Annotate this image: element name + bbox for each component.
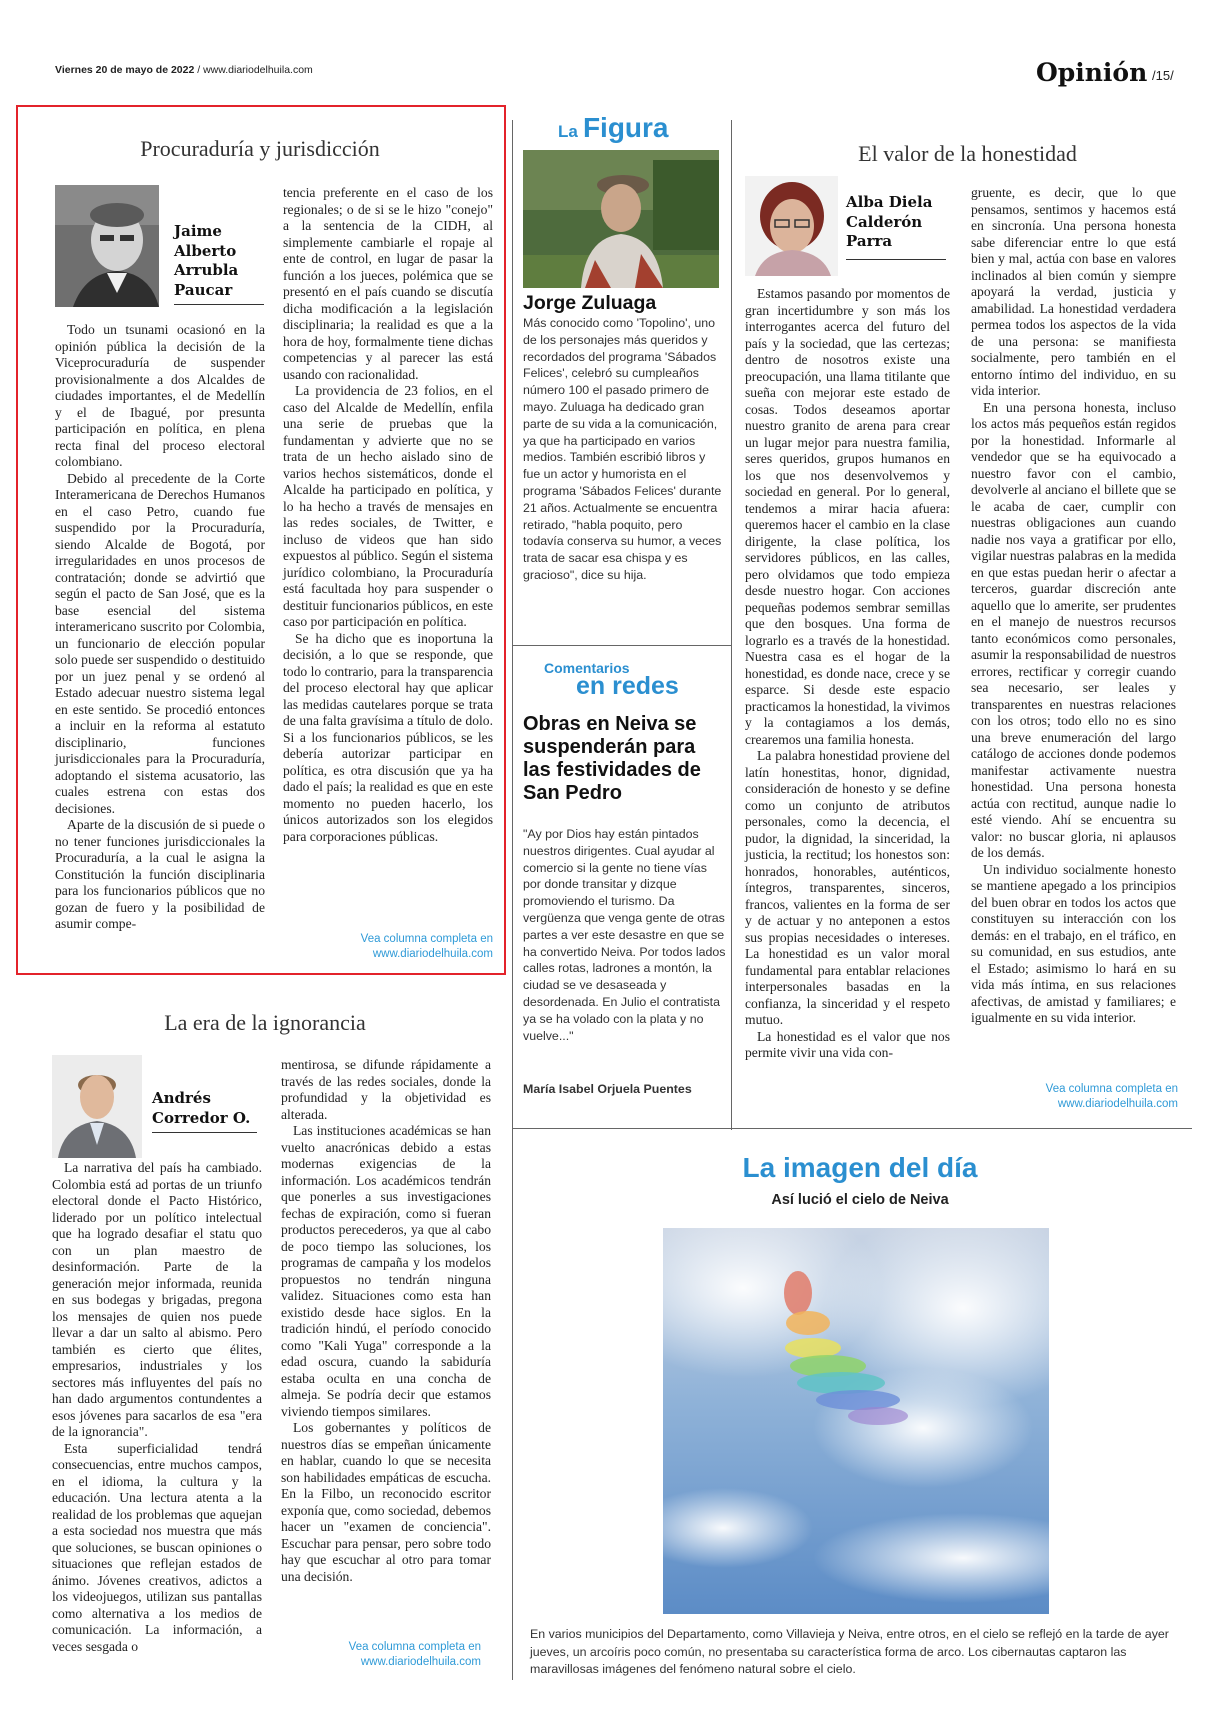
author-name-line: Jaime bbox=[174, 222, 222, 240]
article-title-honestidad: El valor de la honestidad bbox=[858, 141, 1077, 166]
column-divider bbox=[731, 120, 732, 1130]
figura-heading bbox=[558, 112, 669, 144]
column-text-left bbox=[745, 286, 950, 1062]
read-more-link[interactable] bbox=[285, 1640, 481, 1670]
paragraph: La providencia de 23 folios, en el caso del Alcalde de Medellín, enfila una serie de pruebas que la fundamentan y advierte que no se trata de un hecho aislado sino de varios hechos sistemáticos, donde el Alcalde ha participado en política, y lo ha hecho a través de mensajes en las redes sociales, de Twitter, e incluso de videos que han sido expuestos al público. Según el sistema jurídico colombiano, la Procuraduría está facultada hoy para suspender o destituir funcionarios públicos, en este caso por participación en política. bbox=[283, 383, 493, 629]
paragraph: Estamos pasando por momentos de gran incertidumbre y son más los interrogantes acerca del futuro del país y la sociedad, que las certezas; dentro de nosotros existe una preocupación, una llama titilante que sueña con mejorar este estado de cosas. Todos deseamos aportar nuestro granito de arena para crear un lugar mejor para nuestra familia, seres queridos, grupos humanos en los que nos desenvolvemos y sociedad en general. Por lo general, tendemos a mirar hacia afuera: queremos hacer el cambio en la clase dirigente, la clase política, los servidores públicos, en las calles, pero olvidamos que todo empieza desde nuestro hogar. Con acciones pequeñas podemos sembrar semillas que den bosques. Una forma de lograrlo es a través de la honestidad. Nuestra casa es el hogar de la honestidad, es donde nace, crece y se esparce. Si desde este espacio practicamos la honestidad, la vivimos y la contagiamos a los demás, crearemos una familia honesta. bbox=[745, 286, 950, 747]
read-more-url[interactable]: www.diariodelhuila.com bbox=[1057, 1098, 1178, 1110]
figura-text bbox=[523, 315, 723, 584]
author-photo-andres bbox=[52, 1055, 142, 1158]
page-number: /15/ bbox=[1152, 68, 1174, 83]
image-of-day-caption: En varios municipios del Departamento, como Villavieja y Neiva, entre otros, en el cielo se reflejó en la tarde de ayer jueves, un arcoíris poco común, no presentaba su característica forma de arco. Los cibernautas captaron las maravillosas imágenes del fenómeno natural sobre el cielo. bbox=[530, 1627, 1169, 1676]
paragraph: Se ha dicho que es inoportuna la decisión, a lo que se responde, que todo lo contrario, para la transparencia del proceso electoral hay que aplicar las medidas cautelares porque se trata de una falta gravísima a título de dolo. Si a los funcionarios públicos, se les debería autorizar participar en política, es otra discusión que ya ha dado el país; la realidad es que en este momento no pueden hacerlo, los únicos autorizados son los elegidos para corporaciones públicas. bbox=[283, 630, 493, 844]
figura-name: Jorge Zuluaga bbox=[523, 292, 657, 314]
author-name-line: Paucar bbox=[174, 280, 233, 299]
article-title-procuraduria: Procuraduría y jurisdicción bbox=[140, 136, 380, 161]
section-divider bbox=[512, 645, 731, 646]
image-of-day-subtitle: Así lució el cielo de Neiva bbox=[771, 1192, 949, 1208]
column-text-right bbox=[971, 185, 1176, 1027]
paragraph: mentirosa, se difunde rápidamente a través de las redes sociales, donde la profundidad y la objetividad es alterada. bbox=[281, 1057, 491, 1122]
paragraph: Más conocido como 'Topolino', uno de los personajes más queridos y recordados del programa 'Sábados Felices', celebró su cumpleaños número 100 el pasado primero de mayo. Zuluaga ha dedicado gran parte de su vida a la comunicación, ya que ha participado en varios medios. También escribió libros y fue un actor y humorista en el programa 'Sábados Felices' durante 21 años. Actualmente se encuentra retirado, "habla poquito, pero todavía conserva su humor, a veces trata de sacar esa chispa y es gracioso", dice su hija. bbox=[523, 316, 722, 582]
author-name-line: Corredor O. bbox=[152, 1108, 251, 1127]
paragraph: tencia preferente en el caso de los regionales; o de si se le hizo "conejo" a la sentencia de la CIDH, al simplemente cambiarle el ropaje al ente de control, en lugar de pasar la función a los jueces, polémica que se presentó en el país cuando se discutía dicha modificación a la legislación disciplinaria; la realidad es que a la hora de hoy, formalmente tiene dichas competencias y al parecer las está usando con racionalidad. bbox=[283, 185, 493, 382]
redes-quote bbox=[523, 826, 728, 1044]
section-title: Opinión bbox=[1036, 58, 1148, 87]
paragraph: La narrativa del país ha cambiado. Colombia está ad portas de un triunfo electoral donde el Pacto Histórico, liderado por un político intelectual que ha logrado desafiar el statu quo con un plan maestro de desinformación. Parte de la generación mejor informada, reunida en sus bodegas y brigadas, pregona los mensajes de quien nos puede llevar a dar un salto al abismo. Pero también es cierto que élites, empresarios, industriales y los sectores más influyentes del país no han dado argumentos contundentes a esos jóvenes para sacarlos de esa "era de la ignorancia". bbox=[52, 1160, 262, 1439]
author-rule bbox=[846, 259, 946, 260]
sky-rainbow-photo bbox=[663, 1228, 1049, 1614]
author-rule bbox=[174, 304, 264, 305]
read-more-link[interactable] bbox=[975, 1082, 1178, 1112]
read-more-text: Vea columna completa en bbox=[1045, 1083, 1178, 1095]
author-name-line: Parra bbox=[846, 232, 893, 250]
column-text-right bbox=[281, 1057, 491, 1585]
author-name-line: Alba Diela bbox=[846, 193, 933, 211]
read-more-text: Vea columna completa en bbox=[348, 1641, 481, 1653]
paragraph: Aparte de la discusión de si puede o no tener funciones jurisdiccionales la Procuraduría, a la cual le asigna la Constitución la función disciplinaria para los funcionarios públicos que no gozan de fuero y la posibilidad de asumir compe- bbox=[55, 817, 265, 931]
paragraph: La honestidad es el valor que nos permite vivir una vida con- bbox=[745, 1028, 950, 1060]
redes-label-top: Comentarios bbox=[544, 660, 630, 676]
paragraph: Todo un tsunami ocasionó en la opinión pública la decisión de la Viceprocuraduría de suspender provisionalmente a dos Alcaldes de ciudades importantes, el de Medellín y el de Ibagué, por presunta participación en política, en plena recta final del proceso electoral colombiano. bbox=[55, 322, 265, 469]
read-more-url[interactable]: www.diariodelhuila.com bbox=[360, 1656, 481, 1668]
paragraph: Un individuo socialmente honesto se mantiene apegado a los principios del buen obrar en todos los actos que constituyen su interacción con los demás: en el trabajo, en el tráfico, en su comunidad, en sus estudios, ante el Estado; asimismo lo hará en su vida más íntima, en sus relaciones afectivas, de amistad y familiares; e igualmente en su vida interior. bbox=[971, 861, 1176, 1025]
image-of-day-title: La imagen del día bbox=[742, 1152, 978, 1183]
redes-headline: Obras en Neiva se suspenderán para las festividades de San Pedro bbox=[523, 713, 701, 804]
paragraph: gruente, es decir, que lo que pensamos, sentimos y hacemos está en sincronía. Una persona honesta sabe diferenciar entre lo que está bien y mal, actúa con base en valores inclinados al bien común y siempre apoyará la verdad, justicia y amabilidad. La honestidad verdadera permea todos los aspectos de la vida de una persona: se manifiesta socialmente, pero también en el entorno íntimo del individuo, en su vida interior. bbox=[971, 185, 1176, 398]
article-title-ignorancia: La era de la ignorancia bbox=[164, 1010, 366, 1035]
issue-date-line bbox=[55, 64, 313, 76]
paragraph: Debido al precedente de la Corte Interamericana de Derechos Humanos en el caso Petro, cuando fue suspendido por la Procuraduría, siendo Alcalde de Bogotá, por irregularidades en unos procesos de contratación; donde se advirtió que según el pacto de San José, que es la base esencial del sistema interamericano suscrito por Colombia, un funcionario de elección popular solo puede ser suspendido o destituido por un juez penal y se ordenó al Estado adecuar nuestro sistema legal en este sentido. Se procedió entonces a incluir en la reforma al estatuto disciplinario, funciones jurisdiccionales para la Procuraduría, adoptando el sistema acusatorio, las cuales estrena con estas dos decisiones. bbox=[55, 470, 265, 816]
author-name-jaime bbox=[174, 222, 238, 300]
read-more-text: Vea columna completa en bbox=[360, 933, 493, 945]
issue-date: Viernes 20 de mayo de 2022 bbox=[55, 64, 195, 76]
paragraph: "Ay por Dios hay están pintados nuestros dirigentes. Cual ayudar al comercio si la gente no tiene vías por donde transitar y dizque promoviendo el turismo. Da vergüenza que venga gente de otras partes a ver este desastre en que se ha convertido Neiva. Por todos lados calles rotas, ladrones a montón, la ciudad se ve desaseada y desordenada. En Julio el contratista ya se ha volado con la plata y no vuelve..." bbox=[523, 827, 726, 1043]
author-name-line: Andrés bbox=[152, 1089, 211, 1107]
column-divider bbox=[512, 120, 513, 1680]
paragraph: La palabra honestidad proviene del latín honestitas, honor, dignidad, consideración de honesto y se define como un conjunto de atributos personales, como la decencia, el pudor, la dignidad, la sinceridad, la justicia, la rectitud; los honestos son: honrados, honorables, auténticos, íntegros, transparentes, sinceros, francos, valientes en la forma de ser y de actuar y no anteponen a estos sus propias necesidades o intereses. La honestidad es un valor moral fundamental para entablar relaciones interpersonales basadas en la confianza, la sinceridad y el respeto mutuo. bbox=[745, 748, 950, 1027]
site-url[interactable]: / www.diariodelhuila.com bbox=[194, 64, 313, 76]
section-divider bbox=[512, 1128, 1192, 1129]
author-name-line: Arrubla bbox=[174, 261, 239, 279]
column-text-right bbox=[283, 185, 493, 845]
figura-heading-title: Figura bbox=[582, 112, 669, 143]
author-photo-jaime bbox=[55, 185, 159, 307]
paragraph: Esta superficialidad tendrá consecuencias, entre muchos campos, en el idioma, la cultura y la educación. Una lectura atenta a la realidad de los problemas que aquejan a esta sociedad nos muestra que más que soluciones, se buscan opiniones o situaciones que reflejan estados de ánimo. Jóvenes creativos, adictos a los videojuegos, utilizan sus pantallas como alternativa a los medios de comunicación. La información, a veces sesgada o bbox=[52, 1440, 262, 1654]
redes-author: María Isabel Orjuela Puentes bbox=[523, 1082, 692, 1096]
author-name-andres bbox=[152, 1089, 250, 1128]
author-name-line: Calderón bbox=[846, 212, 923, 231]
redes-label-bottom: en redes bbox=[576, 672, 679, 700]
author-name-line: Alberto bbox=[174, 241, 237, 260]
read-more-link[interactable] bbox=[290, 932, 493, 962]
column-text-left bbox=[52, 1160, 262, 1655]
column-text-left bbox=[55, 322, 265, 933]
figura-heading-la: La bbox=[558, 122, 578, 141]
author-name-alba bbox=[846, 193, 932, 252]
paragraph: Las instituciones académicas se han vuelto anacrónicas debido a estas modernas exigencias de la información. Los académicos tendrán que ponerles a sus investigaciones fechas de expiración, como si fueran productos perecederos, ya que al cabo de poco tiempo las soluciones, los programas de campaña y los modelos propuestos no tendrán ninguna validez. Situaciones como esta han existido desde hace siglos. En la tradición hindú, el período conocido como "Kali Yuga" corresponde a la edad oscura, cuando la sabiduría estaba oculta en una concha de almeja. Se podría decir que estamos viviendo tiempos similares. bbox=[281, 1123, 491, 1419]
figura-photo bbox=[523, 150, 719, 288]
author-photo-alba bbox=[745, 176, 838, 276]
read-more-url[interactable]: www.diariodelhuila.com bbox=[372, 948, 493, 960]
paragraph: Los gobernantes y políticos de nuestros días se empeñan únicamente en hablar, cuando lo que se necesita son habilidades empáticas de escucha. En la Filbo, un reconocido escritor exponía que, como sociedad, debemos hacer un "examen de conciencia". Escuchar para pensar, pero sobre todo hay que escuchar al otro para tomar una decisión. bbox=[281, 1420, 491, 1584]
paragraph: En una persona honesta, incluso los actos más pequeños están regidos por la honestidad. Informarle al vendedor que se ha equivocado a nuestro favor con el cambio, devolverle al anciano el billete que se le acaba de caer, cumplir con nuestras obligaciones aun cuando nadie nos vaya a gratificar por ello, vigilar nuestras palabras en la medida en que estas puedan herir o afectar a terceros, guardar discreción ante aquello que lo amerite, ser prudentes en el manejo de nuestros recursos tanto económicos como personales, asumir la responsabilidad de nuestros errores, rectificar y corregir cuando sea necesario, ser leales y transparentes en nuestras relaciones con los otros; todo ello no es sino una breve enumeración del largo catálogo de acciones donde podemos manifestar activamente nuestra honestidad. Una persona honesta actúa con rectitud, aunque nadie lo esté viendo. Ahí se encuentra su valor: no buscar gloria, ni aplausos de los demás. bbox=[971, 399, 1176, 860]
author-rule bbox=[152, 1132, 257, 1133]
